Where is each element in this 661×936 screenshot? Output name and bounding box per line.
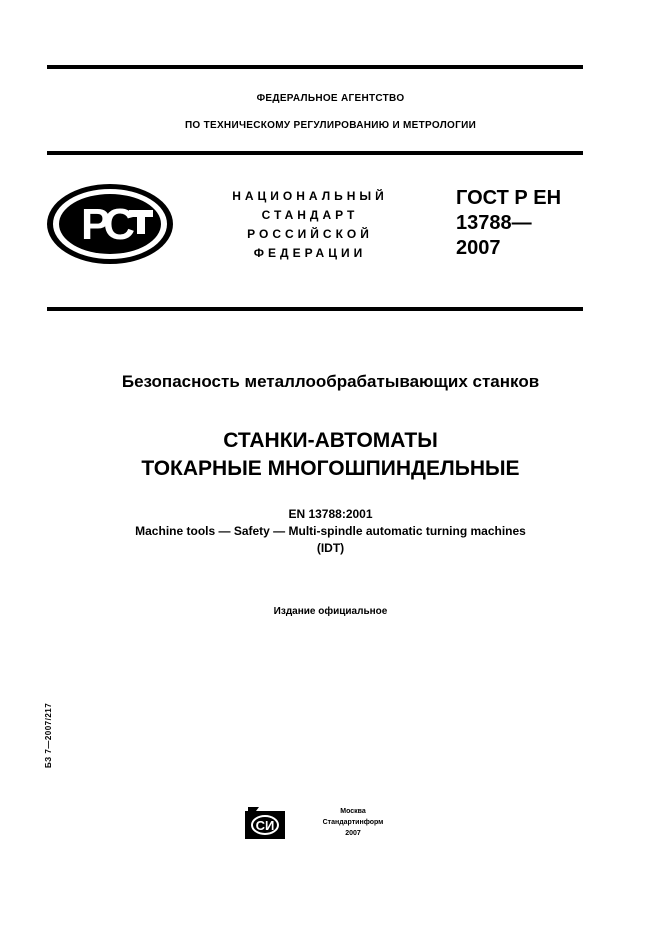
idt-label: (IDT) [316,541,345,555]
title-line-1: СТАНКИ-АВТОМАТЫ [223,429,438,452]
national-line-1: НАЦИОНАЛЬНЫЙ [232,189,388,203]
en-title: Machine tools — Safety — Multi-spindle automatic turning machines [135,524,526,538]
standard-block-rule [47,307,583,311]
gost-line-1: ГОСТ Р ЕН [456,187,562,209]
national-line-2: СТАНДАРТ [261,208,359,222]
national-line-4: ФЕДЕРАЦИИ [253,246,367,260]
gost-line-3: 2007 [456,237,501,259]
national-standard-label [215,187,405,263]
agency-line-2: ПО ТЕХНИЧЕСКОМУ РЕГУЛИРОВАНИЮ И МЕТРОЛОГИИ [184,120,477,131]
publisher-info [308,806,398,839]
side-code: БЗ 7—2007/217 [44,702,53,768]
publisher-city: Москва [340,808,366,815]
top-rule [47,65,583,69]
publisher-year: 2007 [345,830,361,837]
publisher-name: Стандартинформ [322,819,384,826]
gost-line-2: 13788— [456,212,532,234]
national-line-3: РОССИЙСКОЙ [247,227,373,241]
standartinform-logo-icon [245,807,285,839]
edition-label: Издание официальное [273,606,388,617]
agency-line-1: ФЕДЕРАЛЬНОЕ АГЕНТСТВО [256,93,405,104]
document-title [0,427,661,483]
en-code: EN 13788:2001 [288,507,373,521]
svg-text:СИ: СИ [255,818,275,833]
svg-text:РС: РС [80,200,130,249]
en-reference [0,506,661,557]
document-subtitle: Безопасность металлообрабатывающих станков [121,372,540,391]
gost-r-logo-icon [45,182,175,266]
title-line-2: ТОКАРНЫЕ МНОГОШПИНДЕЛЬНЫЕ [141,457,520,480]
header-rule [47,151,583,155]
gost-number [456,186,616,261]
